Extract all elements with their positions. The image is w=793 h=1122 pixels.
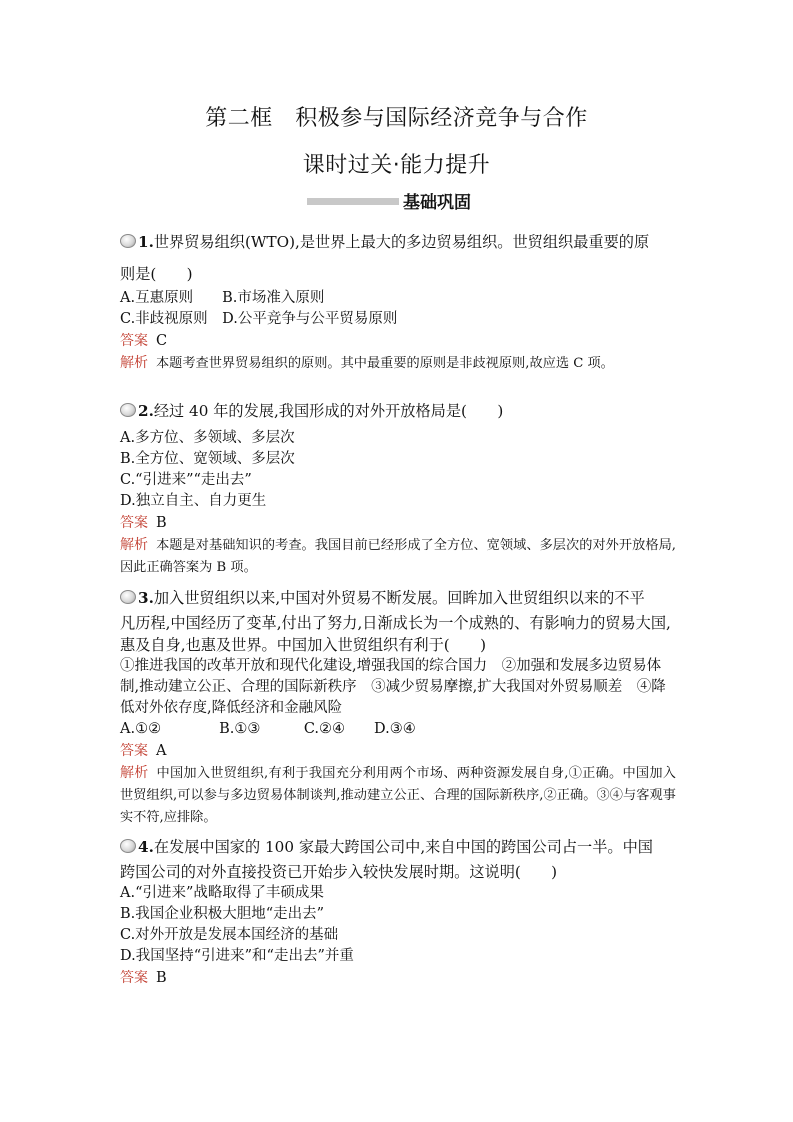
answer-line: [120, 967, 676, 989]
stem-text: 在发展中国家的 100 家最大跨国公司中,来自中国的跨国公司占一半。中国: [153, 838, 653, 856]
question-stem: [120, 228, 676, 256]
option-line: A.①② B.①③ C.②④ D.③④: [120, 721, 416, 737]
explanation-tag: 解析: [120, 537, 149, 553]
explanation-tag: 解析: [120, 765, 149, 781]
answer-tag: 答案: [120, 515, 148, 531]
question-3: [120, 584, 676, 829]
explanation-text: 中国加入世贸组织,有利于我国充分利用两个市场、两种资源发展自身,①正确。中国加入世贸组织,可以参与多边贸易体制谈判,推动建立公正、合理的国际新秩序,②正确。③④与客观事实不符,应排除。: [120, 766, 676, 825]
option-line: A.“引进来”战略取得了丰硕成果: [120, 885, 324, 901]
answer-tag: 答案: [120, 970, 148, 986]
question-number: 3.: [138, 589, 154, 607]
question-stem: [120, 397, 676, 425]
stem-text: 世界贸易组织(WTO),是世界上最大的多边贸易组织。世贸组织最重要的原: [153, 233, 650, 251]
explanation: [120, 534, 676, 579]
explanation-text: 本题是对基础知识的考查。我国目前已经形成了全方位、宽领域、多层次的对外开放格局,因此正确答案为 B 项。: [120, 538, 676, 575]
question-stem: [120, 584, 676, 612]
answer-value: C: [156, 333, 168, 349]
option-line: C.非歧视原则 D.公平竞争与公平贸易原则: [120, 311, 398, 327]
option-line: B.全方位、宽领域、多层次: [120, 451, 295, 467]
question-bullet-icon: [120, 590, 136, 604]
question-bullet-icon: [120, 839, 136, 853]
question-4: [120, 833, 676, 989]
explanation: [120, 352, 676, 375]
answer-value: B: [156, 515, 167, 531]
stem-text-continued: 跨国公司的对外直接投资已开始步入较快发展时期。这说明( ): [120, 863, 558, 881]
question-bullet-icon: [120, 403, 136, 417]
question-number: 2.: [138, 402, 154, 420]
section-label: 基础巩固: [403, 193, 471, 213]
answer-value: A: [156, 743, 167, 759]
section-bar-decoration: [307, 198, 399, 205]
statement-list: ①推进我国的改革开放和现代化建设,增强我国的综合国力 ②加强和发展多边贸易体制,推动建立公正、合理的国际新秩序 ③减少贸易摩擦,扩大我国对外贸易顺差 ④降低对外依存度,降低经济和金融风险: [120, 658, 666, 716]
lesson-subtitle: 课时过关·能力提升: [302, 153, 491, 178]
question-number: 1.: [138, 233, 154, 251]
option-line: C.对外开放是发展本国经济的基础: [120, 927, 339, 943]
stem-text-continued: 凡历程,中国经历了变革,付出了努力,日渐成长为一个成熟的、有影响力的贸易大国,惠及自身,也惠及世界。中国加入世贸组织有利于( ): [120, 614, 671, 654]
explanation-tag: 解析: [120, 355, 148, 371]
question-1: [120, 228, 676, 375]
explanation-text: 本题考查世界贸易组织的原则。其中最重要的原则是非歧视原则,故应选 C 项。: [156, 356, 614, 371]
explanation: [120, 762, 676, 829]
option-line: A.多方位、多领域、多层次: [120, 430, 295, 446]
answer-line: [120, 512, 676, 534]
stem-text-continued: 则是( ): [120, 265, 193, 283]
question-stem: [120, 833, 676, 861]
option-line: B.我国企业积极大胆地“走出去”: [120, 906, 325, 922]
answer-tag: 答案: [120, 743, 148, 759]
answer-line: [120, 740, 676, 762]
question-bullet-icon: [120, 234, 136, 248]
option-line: D.我国坚持“引进来”和“走出去”并重: [120, 948, 354, 964]
lesson-title: 第二框 积极参与国际经济竞争与合作: [205, 106, 588, 131]
stem-text: 经过 40 年的发展,我国形成的对外开放格局是( ): [153, 402, 504, 420]
option-line: A.互惠原则 B.市场准入原则: [120, 290, 325, 306]
answer-value: B: [156, 970, 167, 986]
option-line: D.独立自主、自力更生: [120, 493, 267, 509]
answer-tag: 答案: [120, 333, 148, 349]
stem-text: 加入世贸组织以来,中国对外贸易不断发展。回眸加入世贸组织以来的不平: [153, 589, 645, 607]
option-line: C.“引进来”“走出去”: [120, 472, 252, 488]
answer-line: [120, 330, 676, 352]
question-2: [120, 397, 676, 579]
question-number: 4.: [138, 838, 154, 856]
